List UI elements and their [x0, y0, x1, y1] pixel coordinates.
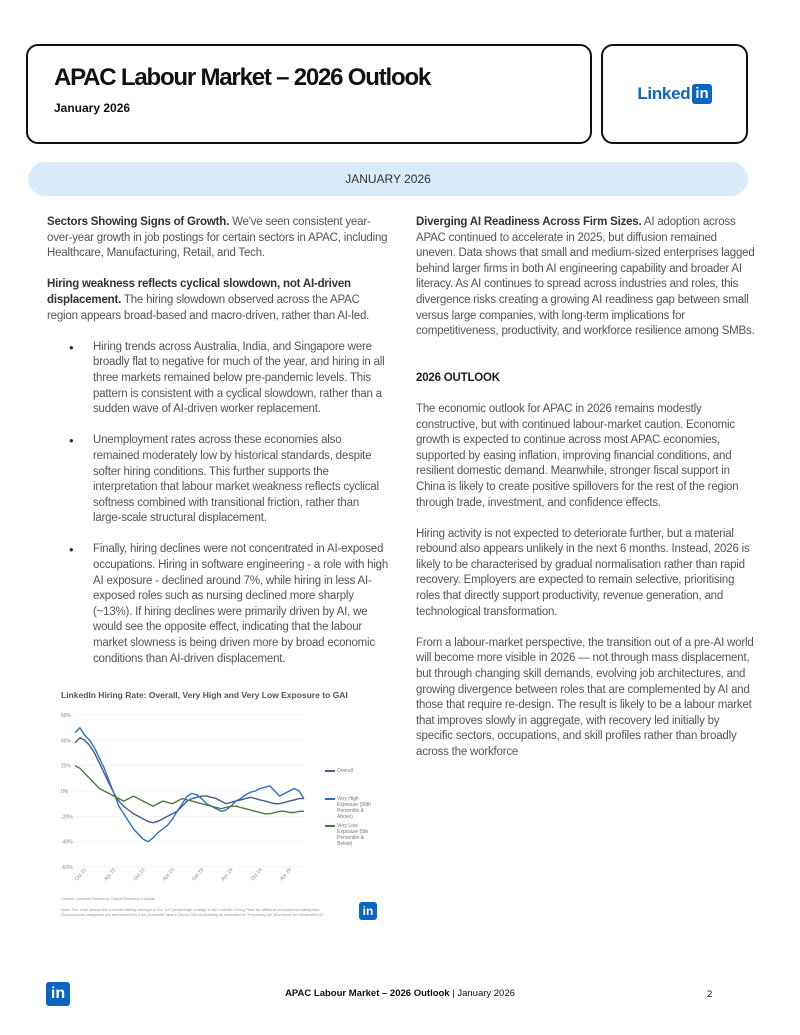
growth-body: We've seen consistent year-over-year growth in job postings for certain sectors in APAC, including Healthcare, Manufacturing, Retail, and Tech.: [47, 216, 388, 260]
bullet-item: • Hiring trends across Australia, India, and Singapore were broadly flat to negative for much of the year, and hiring in all three markets remained below pre-pandemic levels. This pattern is consistent with a cyclical slowdown, rather than a sudden wave of AI-driven worker replacement.: [93, 340, 389, 418]
growth-paragraph: [47, 215, 389, 262]
footer-date: | January 2026: [449, 988, 515, 999]
legend-label: Overall: [337, 768, 353, 774]
y-tick-label: 20%: [61, 763, 72, 770]
ai-readiness-paragraph: [416, 215, 758, 340]
outlook-paragraph: Hiring activity is not expected to deteriorate further, but a material rebound also appears unlikely in the next 6 months. Instead, 2026 is likely to be characterised by gradual normalisation rather than rapid recovery. Employers are expected to remain selective, prioritising roles that directly support productivity, revenue generation, and technological transformation.: [416, 527, 750, 618]
hiring-rate-chart: [59, 686, 389, 926]
x-tick-label: Apr 22: [103, 867, 118, 883]
hiring-heading: Hiring weakness reflects cyclical slowdown, not AI-driven displacement.: [47, 278, 351, 306]
footer-title: [0, 988, 800, 999]
footer-linkedin-icon: in: [46, 982, 70, 1006]
y-tick-label: -40%: [61, 839, 73, 846]
legend-very-high: [337, 796, 379, 820]
y-tick-label: 40%: [61, 738, 72, 745]
legend-swatch: [325, 798, 335, 800]
y-tick-label: 60%: [61, 713, 72, 719]
y-tick-label: 0%: [61, 789, 69, 795]
x-tick-label: Apr 24: [220, 867, 235, 883]
page-number: 2: [707, 989, 713, 1000]
x-tick-label: Oct 22: [132, 867, 147, 883]
bullet-item: • Finally, hiring declines were not concentrated in AI-exposed occupations. Hiring in software engineering - a role with high AI exposure - declined around 7%, while hiring in less AI-exposed roles such as nursing declined more sharply (~13%). If hiring declines were primarily driven by AI, we would see the opposite effect, indicating that the labour market slowness is being driven more by broad economic conditions than AI-driven displacement.: [93, 542, 389, 667]
page-date: January 2026: [54, 101, 131, 115]
chart-title: LinkedIn Hiring Rate: Overall, Very High and Very Low Exposure to GAI: [61, 690, 348, 700]
x-tick-label: Apr 23: [161, 867, 176, 883]
series-line-2: [75, 766, 304, 814]
footer-doc-title: APAC Labour Market – 2026 Outlook: [285, 988, 450, 999]
hiring-paragraph: [47, 277, 389, 324]
x-tick-label: Oct 24: [249, 867, 264, 883]
legend-very-low: [337, 823, 379, 847]
x-tick-label: Apr 25: [278, 867, 294, 883]
legend-label: Very Low Exposure (5th Percentile & Below): [337, 823, 369, 847]
right-column: [416, 215, 758, 776]
legend-label: Very High Exposure (90th Percentile & Above): [337, 796, 371, 820]
bullet-item: • Unemployment rates across these economies also remained moderately low by historical standards, despite softer hiring conditions. This further supports the interpretation that labour market weakness reflects cyclical softness combined with transitional friction, rather than large-scale structural displacement.: [93, 433, 389, 527]
legend-swatch: [325, 825, 335, 827]
chart-plot: [59, 686, 389, 891]
x-tick-label: Oct 23: [191, 867, 206, 883]
x-tick-label: Oct 21: [73, 867, 89, 883]
y-tick-label: -20%: [61, 814, 73, 821]
outlook-heading: 2026 OUTLOOK: [416, 371, 500, 384]
logo-wordmark: Linked: [637, 84, 691, 103]
logo-in-badge: in: [692, 84, 711, 104]
bullet-list: [47, 340, 389, 667]
hiring-body: The hiring slowdown observed across the APAC region appears broad-based and macro-driven, rather than AI-led.: [47, 293, 370, 322]
left-column: [47, 215, 389, 683]
outlook-paragraph: From a labour-market perspective, the transition out of a pre-AI world will become more visible in 2026 — not through mass displacement, but through changing skill demands, evolving job architectures, and growing divergence between roles that are complemented by AI and those that require re-design. The result is likely to be a labour market that improves slowly in aggregate, with recovery led initially by specific sectors, occupations, and skill profiles rather than broadly across the workforce: [416, 636, 754, 758]
growth-heading: Sectors Showing Signs of Growth.: [47, 216, 230, 228]
outlook-paragraph: The economic outlook for APAC in 2026 remains modestly constructive, but with continued labour-market caution. Economic growth is expected to continue across most APAC economies, supported by easing inflation, improving financial conditions, and resilient domestic demand. Meanwhile, stronger fiscal support in China is likely to create positive spillovers for the rest of the region through trade, investment, and confidence effects.: [416, 402, 739, 509]
linkedin-logo: [637, 84, 711, 104]
title-box: [26, 44, 592, 144]
logo-box: [601, 44, 748, 144]
legend-swatch: [325, 770, 335, 772]
ai-readiness-heading: Diverging AI Readiness Across Firm Sizes.: [416, 216, 642, 228]
chart-source: Source: LinkedIn Economic Graph Research Institute: [61, 896, 156, 901]
chart-linkedin-icon: in: [359, 902, 377, 920]
y-tick-label: -60%: [61, 865, 73, 871]
legend-overall: [337, 768, 379, 774]
page-title: APAC Labour Market – 2026 Outlook: [54, 64, 431, 91]
date-band: JANUARY 2026: [28, 162, 748, 196]
chart-note: Note: The chart shows the 3-month trailing average of the YoY percentage change in the LinkedIn Hiring Rate for different occupational categories. Occupational categories are determined by their percentile rank in terms GAI replicability as described in "Preparing the Workforce for Generative AI": [61, 907, 325, 917]
ai-readiness-body: AI adoption across APAC continued to accelerate in 2025, but diffusion remained uneven. Data shows that small and medium-sized enterprises lagged behind larger firms in both AI engineering capability and broader AI literacy. As AI continues to spread across industries and roles, this divergence risks creating a growing AI readiness gap between small versus large companies, with long-term implications for competitiveness, productivity, and workforce resilience among SMBs.: [416, 216, 755, 338]
